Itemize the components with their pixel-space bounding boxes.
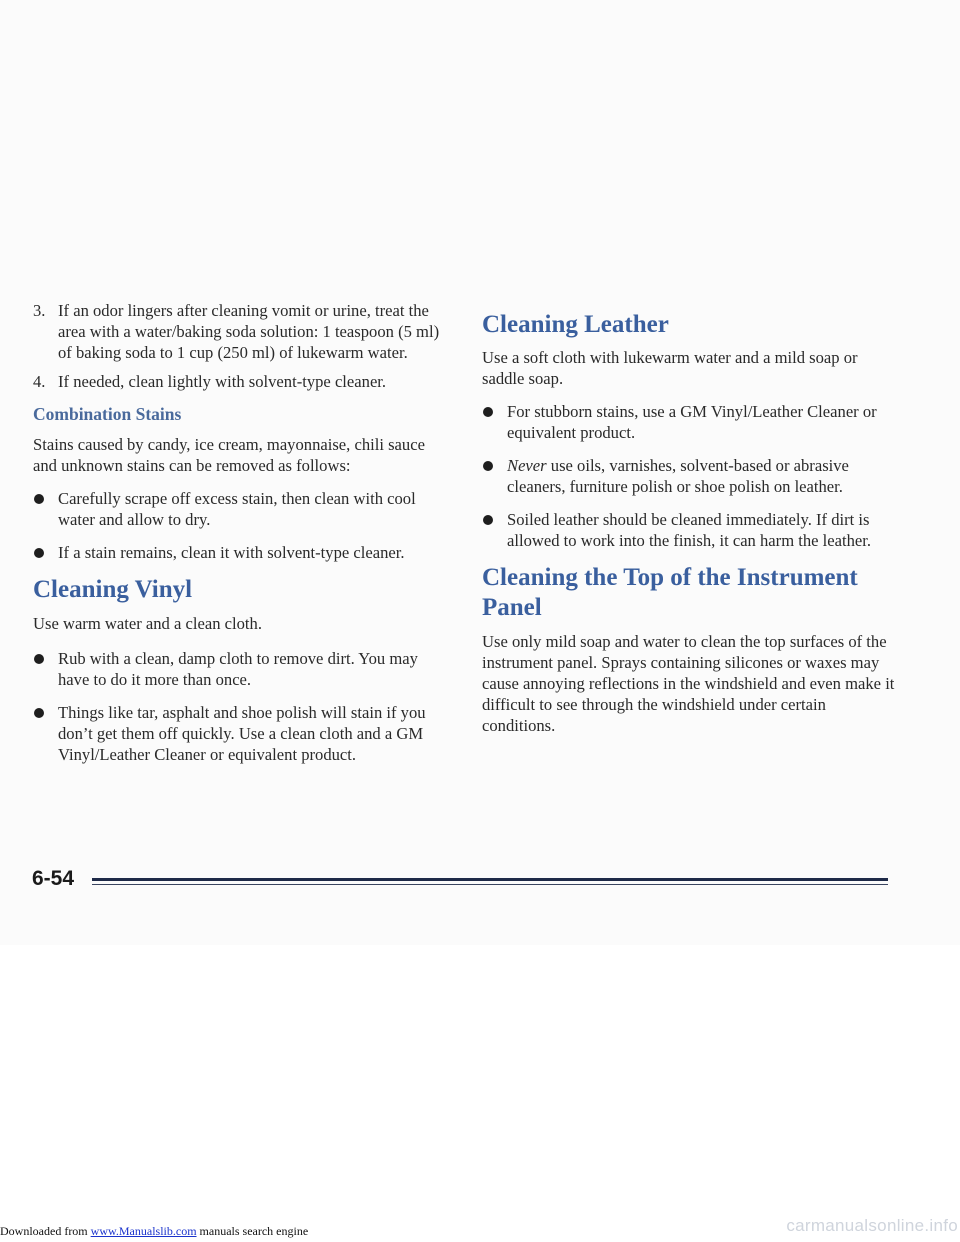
bullet-item xyxy=(33,542,453,563)
list-item-text: If an odor lingers after cleaning vomit or urine, treat the area with a water/baking soda solution: 1 teaspoon (5 ml) of baking soda to 1 cup (250 ml) of lukewarm water. xyxy=(58,301,440,362)
bullet-icon xyxy=(34,548,44,558)
bullet-icon xyxy=(34,494,44,504)
bullet-text: Soiled leather should be cleaned immediately. If dirt is allowed to work into the finish, it can harm the leather. xyxy=(507,510,872,550)
bullet-item xyxy=(482,401,902,443)
list-item-3 xyxy=(33,300,453,363)
combination-stains-intro: Stains caused by candy, ice cream, mayonnaise, chili sauce and unknown stains can be removed as follows: xyxy=(33,435,425,475)
list-item-4 xyxy=(33,371,453,392)
bullet-item xyxy=(482,455,902,497)
bullet-item xyxy=(33,648,453,690)
bullet-text: For stubborn stains, use a GM Vinyl/Leather Cleaner or equivalent product. xyxy=(507,402,877,442)
bullet-icon xyxy=(34,654,44,664)
bullet-item xyxy=(482,509,902,551)
page-number: 6-54 xyxy=(32,867,75,890)
bullet-item xyxy=(33,488,453,530)
bullet-icon xyxy=(34,708,44,718)
manualslib-link[interactable]: www.Manualslib.com xyxy=(90,1224,197,1238)
right-column xyxy=(482,300,902,736)
bullet-icon xyxy=(483,407,493,417)
bullet-text: Carefully scrape off excess stain, then clean with cool water and allow to dry. xyxy=(58,489,416,529)
bullet-text: If a stain remains, clean it with solvent-type cleaner. xyxy=(58,543,405,562)
left-column xyxy=(33,300,453,765)
bullet-text: Things like tar, asphalt and shoe polish will stain if you don’t get them off quickly. Use a clean cloth and a GM Vinyl/Leather Cleaner or equivalent product. xyxy=(58,703,426,764)
bullet-icon xyxy=(483,515,493,525)
cleaning-vinyl-heading: Cleaning Vinyl xyxy=(33,576,193,603)
bullet-text-rest: use oils, varnishes, solvent-based or abrasive cleaners, furniture polish or shoe polish on leather. xyxy=(507,456,849,496)
cleaning-leather-intro: Use a soft cloth with lukewarm water and a mild soap or saddle soap. xyxy=(482,348,858,388)
bullet-icon xyxy=(483,461,493,471)
download-suffix: manuals search engine xyxy=(196,1224,309,1238)
cleaning-leather-heading: Cleaning Leather xyxy=(482,311,669,338)
list-number: 3. xyxy=(33,301,46,320)
footer-rule xyxy=(92,878,888,881)
list-item-text: If needed, clean lightly with solvent-type cleaner. xyxy=(58,372,387,391)
cleaning-vinyl-intro: Use warm water and a clean cloth. xyxy=(33,614,262,633)
list-number: 4. xyxy=(33,372,46,391)
watermark-text: carmanualsonline.info xyxy=(786,1216,958,1235)
download-prefix: Downloaded from xyxy=(0,1224,91,1238)
bullet-text xyxy=(507,455,902,497)
instrument-panel-heading: Cleaning the Top of the Instrument Panel xyxy=(482,564,858,621)
emphasis-never: Never xyxy=(507,456,547,475)
bullet-text: Rub with a clean, damp cloth to remove dirt. You may have to do it more than once. xyxy=(58,649,418,689)
combination-stains-heading: Combination Stains xyxy=(33,404,182,424)
instrument-panel-text: Use only mild soap and water to clean the top surfaces of the instrument panel. Sprays containing silicones or waxes may cause annoying reflections in the windshield and even make it difficult to see through the windshield under certain conditions. xyxy=(482,632,895,735)
footer-rule-thin xyxy=(92,884,888,885)
download-footer xyxy=(0,1224,308,1239)
bullet-item xyxy=(33,702,453,765)
